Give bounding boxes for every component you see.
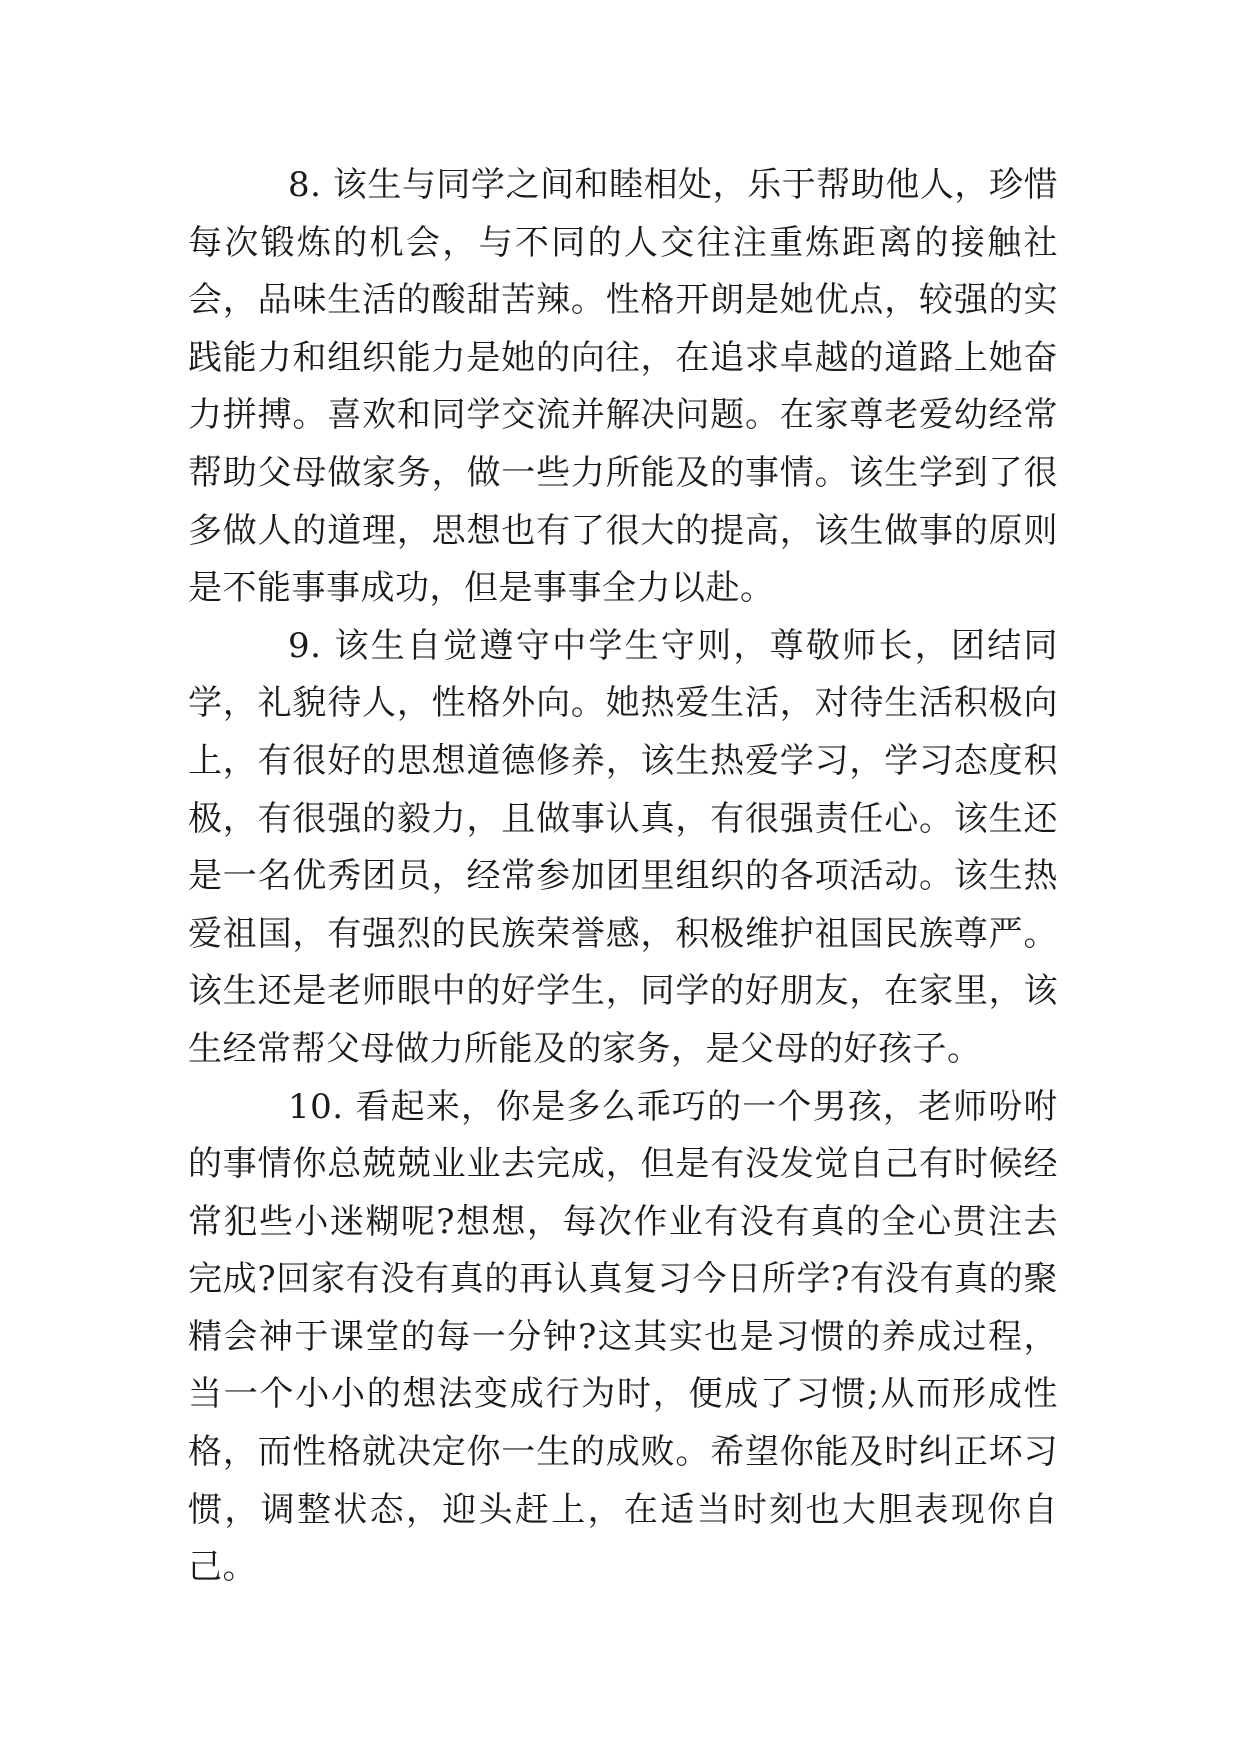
paragraph-8: 8. 该生与同学之间和睦相处，乐于帮助他人，珍惜每次锻炼的机会，与不同的人交往注重炼距离的接触社会，品味生活的酸甜苦辣。性格开朗是她优点，较强的实践能力和组织能力是她的向往，在追求卓越的道路上她奋力拼搏。喜欢和同学交流并解决问题。在家尊老爱幼经常帮助父母做家务，做一些力所能及的事情。该生学到了很多做人的道理，思想也有了很大的提高，该生做事的原则是不能事事成功，但是事事全力以赴。 xyxy=(188,165,1058,609)
paragraph-9: 9. 该生自觉遵守中学生守则，尊敬师长，团结同学，礼貌待人，性格外向。她热爱生活，对待生活积极向上，有很好的思想道德修养，该生热爱学习，学习态度积极，有很强的毅力，且做事认真，有很强责任心。该生还是一名优秀团员，经常参加团里组织的各项活动。该生热爱祖国，有强烈的民族荣誉感，积极维护祖国民族尊严。该生还是老师眼中的好学生，同学的好朋友，在家里，该生经常帮父母做力所能及的家务，是父母的好孩子。 xyxy=(188,625,1058,1069)
paragraph-10: 10. 看起来，你是多么乖巧的一个男孩，老师吩咐的事情你总兢兢业业去完成，但是有没发觉自己有时候经常犯些小迷糊呢?想想，每次作业有没有真的全心贯注去完成?回家有没有真的再认真复习今日所学?有没有真的聚精会神于课堂的每一分钟?这其实也是习惯的养成过程，当一个小小的想法变成行为时，便成了习惯;从而形成性格，而性格就决定你一生的成败。希望你能及时纠正坏习惯，调整状态，迎头赶上，在适当时刻也大胆表现你自己。 xyxy=(188,1086,1058,1588)
document-body xyxy=(188,157,1058,1597)
